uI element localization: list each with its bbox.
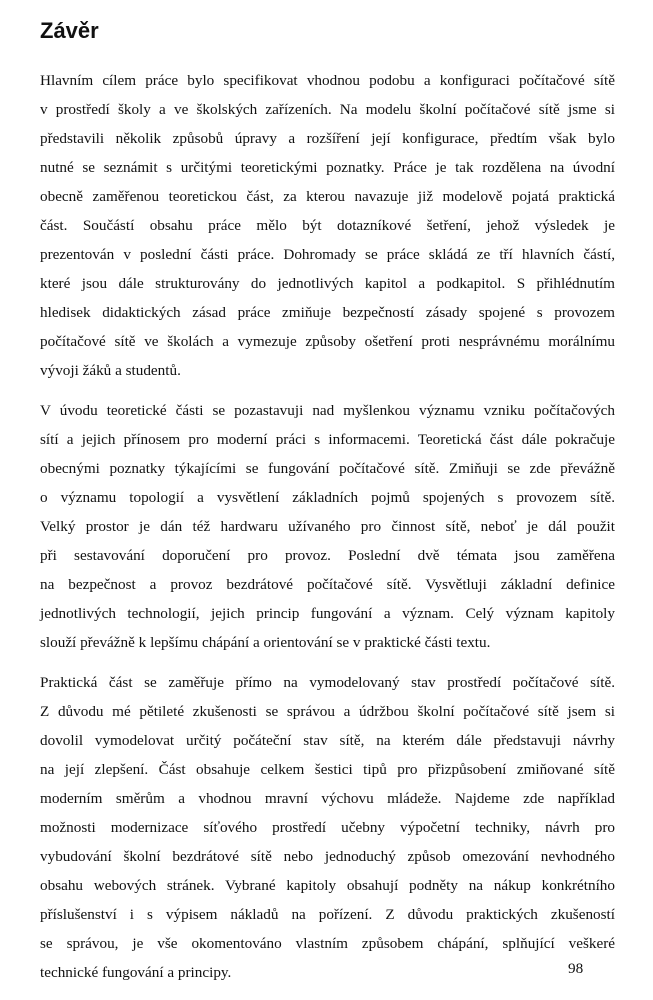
text-line: moderním směrům a vhodnou mravní výchovu mládeže. Najdeme zde například	[40, 790, 615, 807]
text-line: obecně zaměřenou teoretickou část, za kterou navazuje již modelově pojatá praktická	[40, 188, 615, 205]
text-line: slouží převážně k lepšímu chápání a orientování se v praktické části textu.	[40, 634, 491, 651]
text-line: při sestavování doporučení pro provoz. Poslední dvě témata jsou zaměřena	[40, 547, 615, 564]
text-line: sítí a jejich přínosem pro moderní práci s informacemi. Teoretická část dále pokračuje	[40, 431, 615, 448]
text-line: V úvodu teoretické části se pozastavuji nad myšlenkou významu vzniku počítačových	[40, 402, 615, 419]
text-line: Praktická část se zaměřuje přímo na vymodelovaný stav prostředí počítačové sítě.	[40, 674, 615, 691]
text-line: v prostředí školy a ve školských zařízeních. Na modelu školní počítačové sítě jsme si	[40, 101, 615, 118]
text-line: o významu topologií a vysvětlení základních pojmů spojených s provozem sítě.	[40, 489, 615, 506]
text-line: část. Součástí obsahu práce mělo být dotazníkové šetření, jehož výsledek je	[40, 217, 615, 234]
text-line: prezentován v poslední části práce. Dohromady se práce skládá ze tří hlavních částí,	[40, 246, 615, 263]
text-line: Hlavním cílem práce bylo specifikovat vhodnou podobu a konfiguraci počítačové sítě	[40, 72, 615, 89]
text-line: na bezpečnost a provoz bezdrátové počítačové sítě. Vysvětluji základní definice	[40, 576, 615, 593]
text-line: jednotlivých technologií, jejich princip fungování a význam. Celý význam kapitoly	[40, 605, 615, 622]
text-line: počítačové sítě ve školách a vymezuje způsoby ošetření proti nesprávnému morálnímu	[40, 333, 615, 350]
text-line: se správou, je vše okomentováno vlastním způsobem chápání, splňující veškeré	[40, 935, 615, 952]
document-body	[40, 66, 615, 998]
page-number: 98	[568, 960, 584, 977]
text-line: hledisek didaktických zásad práce zmiňuje bezpečností zásady spojené s provozem	[40, 304, 615, 321]
text-line: technické fungování a principy.	[40, 964, 232, 981]
text-line: dovolil vymodelovat určitý počáteční stav sítě, na kterém dále představuji návrhy	[40, 732, 615, 749]
paragraph-2	[40, 396, 615, 657]
text-line: na její zlepšení. Část obsahuje celkem šestici tipů pro přizpůsobení zmiňované sítě	[40, 761, 615, 778]
paragraph-1	[40, 66, 615, 385]
text-line: nutné se seznámit s určitými teoretickými poznatky. Práce je tak rozdělena na úvodní	[40, 159, 615, 176]
text-line: vývoji žáků a studentů.	[40, 362, 181, 379]
text-line: vybudování školní bezdrátové sítě nebo jednoduchý způsob omezování nevhodného	[40, 848, 615, 865]
text-line: obecnými poznatky týkajícími se fungování počítačové sítě. Zmiňuji se zde převážně	[40, 460, 615, 477]
text-line: příslušenství i s výpisem nákladů na pořízení. Z důvodu praktických zkušeností	[40, 906, 615, 923]
text-line: možnosti modernizace síťového prostředí učebny výpočetní techniky, návrh pro	[40, 819, 615, 836]
text-line: Z důvodu mé pětileté zkušenosti se správou a údržbou školní počítačové sítě jsem si	[40, 703, 615, 720]
text-line: obsahu webových stránek. Vybrané kapitoly obsahují podněty na nákup konkrétního	[40, 877, 615, 894]
paragraph-3	[40, 668, 615, 987]
text-line: představili několik způsobů úpravy a rozšíření její konfigurace, předtím však bylo	[40, 130, 615, 147]
text-line: které jsou dále strukturovány do jednotlivých kapitol a podkapitol. S přihlédnutím	[40, 275, 615, 292]
page-title: Závěr	[40, 18, 99, 43]
text-line: Velký prostor je dán též hardwaru užívaného pro činnost sítě, neboť je dál použit	[40, 518, 615, 535]
